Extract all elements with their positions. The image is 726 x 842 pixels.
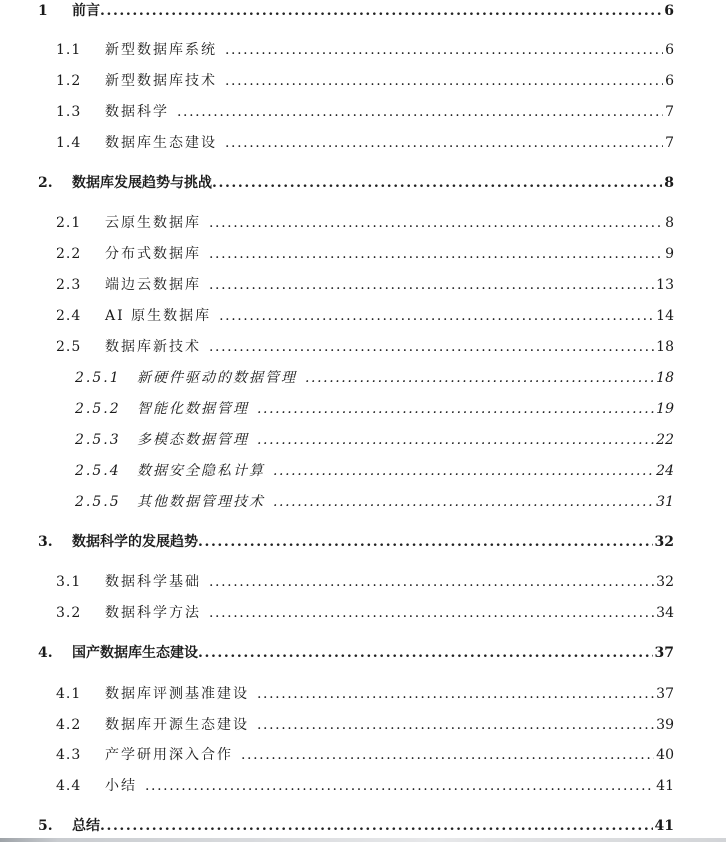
toc-number: 2.3 — [56, 277, 82, 293]
toc-title: 产学研用深入合作 — [105, 747, 233, 763]
toc-entry-1-1[interactable] — [56, 39, 674, 61]
toc-title: 新型数据库系统 — [105, 42, 217, 58]
toc-number: 2.5.3 — [75, 432, 121, 448]
toc-page: 19 — [656, 401, 674, 417]
toc-entry-2-5[interactable] — [56, 336, 674, 358]
toc-entry-4-2[interactable] — [56, 714, 674, 736]
toc-entry-2-5-3[interactable] — [75, 429, 674, 451]
toc-page: 6 — [665, 42, 674, 58]
toc-title: 多模态数据管理 — [137, 432, 249, 448]
dot-leader — [198, 531, 653, 553]
horizontal-scrollbar[interactable] — [0, 838, 726, 842]
dot-leader — [198, 642, 653, 664]
toc-title: 新硬件驱动的数据管理 — [137, 370, 297, 386]
toc-number: 4.4 — [56, 778, 82, 794]
toc-entry-2-5-5[interactable] — [75, 491, 674, 513]
dot-leader — [209, 212, 663, 234]
toc-page: 24 — [656, 463, 674, 479]
toc-page: 7 — [665, 104, 674, 120]
toc-title: 数据库新技术 — [105, 339, 201, 355]
toc-entry-3[interactable] — [38, 531, 674, 553]
dot-leader — [257, 429, 654, 451]
toc-page: 18 — [656, 339, 674, 355]
toc-number: 1.1 — [56, 42, 82, 58]
toc-number: 2.1 — [56, 215, 82, 231]
toc-title: 数据库发展趋势与挑战 — [72, 175, 212, 191]
toc-entry-2-5-4[interactable] — [75, 460, 674, 482]
toc-page: 32 — [654, 534, 674, 550]
toc-page: 32 — [656, 574, 674, 590]
toc-page: 34 — [656, 605, 674, 621]
toc-page: 18 — [656, 370, 674, 386]
dot-leader — [209, 336, 654, 358]
toc-entry-1-2[interactable] — [56, 70, 674, 92]
dot-leader — [225, 39, 663, 61]
toc-number: 4.3 — [56, 747, 82, 763]
toc-number: 5. — [38, 818, 53, 834]
toc-page: 7 — [665, 135, 674, 151]
toc-title: 云原生数据库 — [105, 215, 201, 231]
toc-page: 37 — [656, 686, 674, 702]
toc-page: 37 — [654, 645, 674, 661]
toc-title: 分布式数据库 — [105, 246, 201, 262]
toc-number: 2.5.2 — [75, 401, 121, 417]
toc-number: 1 — [38, 3, 48, 19]
dot-leader — [219, 305, 654, 327]
toc-number: 2.5.4 — [75, 463, 121, 479]
toc-number: 2.5.5 — [75, 494, 121, 510]
dot-leader — [305, 367, 654, 389]
toc-number: 2. — [38, 175, 53, 191]
dot-leader — [273, 491, 654, 513]
toc-number: 4. — [38, 645, 53, 661]
toc-entry-1-4[interactable] — [56, 132, 674, 154]
toc-title: 数据安全隐私计算 — [137, 463, 265, 479]
toc-page: 6 — [665, 73, 674, 89]
dot-leader — [273, 460, 654, 482]
toc-entry-2-4[interactable] — [56, 305, 674, 327]
toc-entry-3-2[interactable] — [56, 602, 674, 624]
toc-number: 2.5.1 — [75, 370, 121, 386]
toc-number: 2.2 — [56, 246, 82, 262]
toc-entry-2-3[interactable] — [56, 274, 674, 296]
toc-title: 数据库生态建设 — [105, 135, 217, 151]
toc-number: 1.2 — [56, 73, 82, 89]
toc-entry-5[interactable] — [38, 815, 674, 837]
toc-title: 端边云数据库 — [105, 277, 201, 293]
toc-title: 智能化数据管理 — [137, 401, 249, 417]
dot-leader — [209, 571, 654, 593]
toc-page: 41 — [656, 778, 674, 794]
toc-page: 31 — [656, 494, 674, 510]
dot-leader — [225, 132, 663, 154]
toc-page: 40 — [656, 747, 674, 763]
dot-leader — [241, 744, 654, 766]
toc-entry-1-3[interactable] — [56, 101, 674, 123]
dot-leader — [225, 70, 663, 92]
toc-page: 14 — [656, 308, 674, 324]
toc-entry-1[interactable] — [38, 0, 674, 22]
toc-title: 国产数据库生态建设 — [72, 645, 198, 661]
toc-title: 前言 — [72, 3, 100, 19]
toc-page: 6 — [664, 3, 674, 19]
toc-entry-2-1[interactable] — [56, 212, 674, 234]
toc-number: 3.1 — [56, 574, 82, 590]
toc-page: 41 — [654, 818, 674, 834]
toc-title: 小结 — [105, 778, 137, 794]
dot-leader — [212, 172, 662, 194]
dot-leader — [209, 602, 654, 624]
toc-title: 新型数据库技术 — [105, 73, 217, 89]
toc-entry-4[interactable] — [38, 642, 674, 664]
toc-number: 3.2 — [56, 605, 82, 621]
toc-entry-4-4[interactable] — [56, 775, 674, 797]
dot-leader — [100, 815, 653, 837]
toc-number: 2.5 — [56, 339, 82, 355]
toc-number: 4.1 — [56, 686, 82, 702]
toc-title: 数据科学 — [105, 104, 169, 120]
toc-entry-2[interactable] — [38, 172, 674, 194]
toc-title: 其他数据管理技术 — [137, 494, 265, 510]
toc-title: 总结 — [72, 818, 100, 834]
toc-entry-2-5-2[interactable] — [75, 398, 674, 420]
toc-title: 数据库评测基准建设 — [105, 686, 249, 702]
toc-title: 数据科学的发展趋势 — [72, 534, 198, 550]
toc-entry-3-1[interactable] — [56, 571, 674, 593]
toc-title: 数据科学基础 — [105, 574, 201, 590]
toc-page: 9 — [665, 246, 674, 262]
toc-entry-2-5-1[interactable] — [75, 367, 674, 389]
toc-number: 3. — [38, 534, 53, 550]
toc-entry-4-1[interactable] — [56, 683, 674, 705]
toc-page: 39 — [656, 717, 674, 733]
dot-leader — [177, 101, 663, 123]
dot-leader — [209, 243, 663, 265]
dot-leader — [257, 714, 654, 736]
toc-page: 22 — [656, 432, 674, 448]
toc-page: 13 — [656, 277, 674, 293]
toc-number: 4.2 — [56, 717, 82, 733]
toc-number: 1.4 — [56, 135, 82, 151]
dot-leader — [209, 274, 654, 296]
toc-title: AI 原生数据库 — [105, 308, 212, 324]
toc-page: 8 — [664, 175, 674, 191]
toc-title: 数据库开源生态建设 — [105, 717, 249, 733]
toc-page: 8 — [665, 215, 674, 231]
dot-leader — [100, 0, 662, 22]
dot-leader — [257, 398, 654, 420]
toc-number: 1.3 — [56, 104, 82, 120]
dot-leader — [257, 683, 654, 705]
toc-entry-4-3[interactable] — [56, 744, 674, 766]
toc-number: 2.4 — [56, 308, 82, 324]
toc-entry-2-2[interactable] — [56, 243, 674, 265]
toc-title: 数据科学方法 — [105, 605, 201, 621]
dot-leader — [145, 775, 654, 797]
